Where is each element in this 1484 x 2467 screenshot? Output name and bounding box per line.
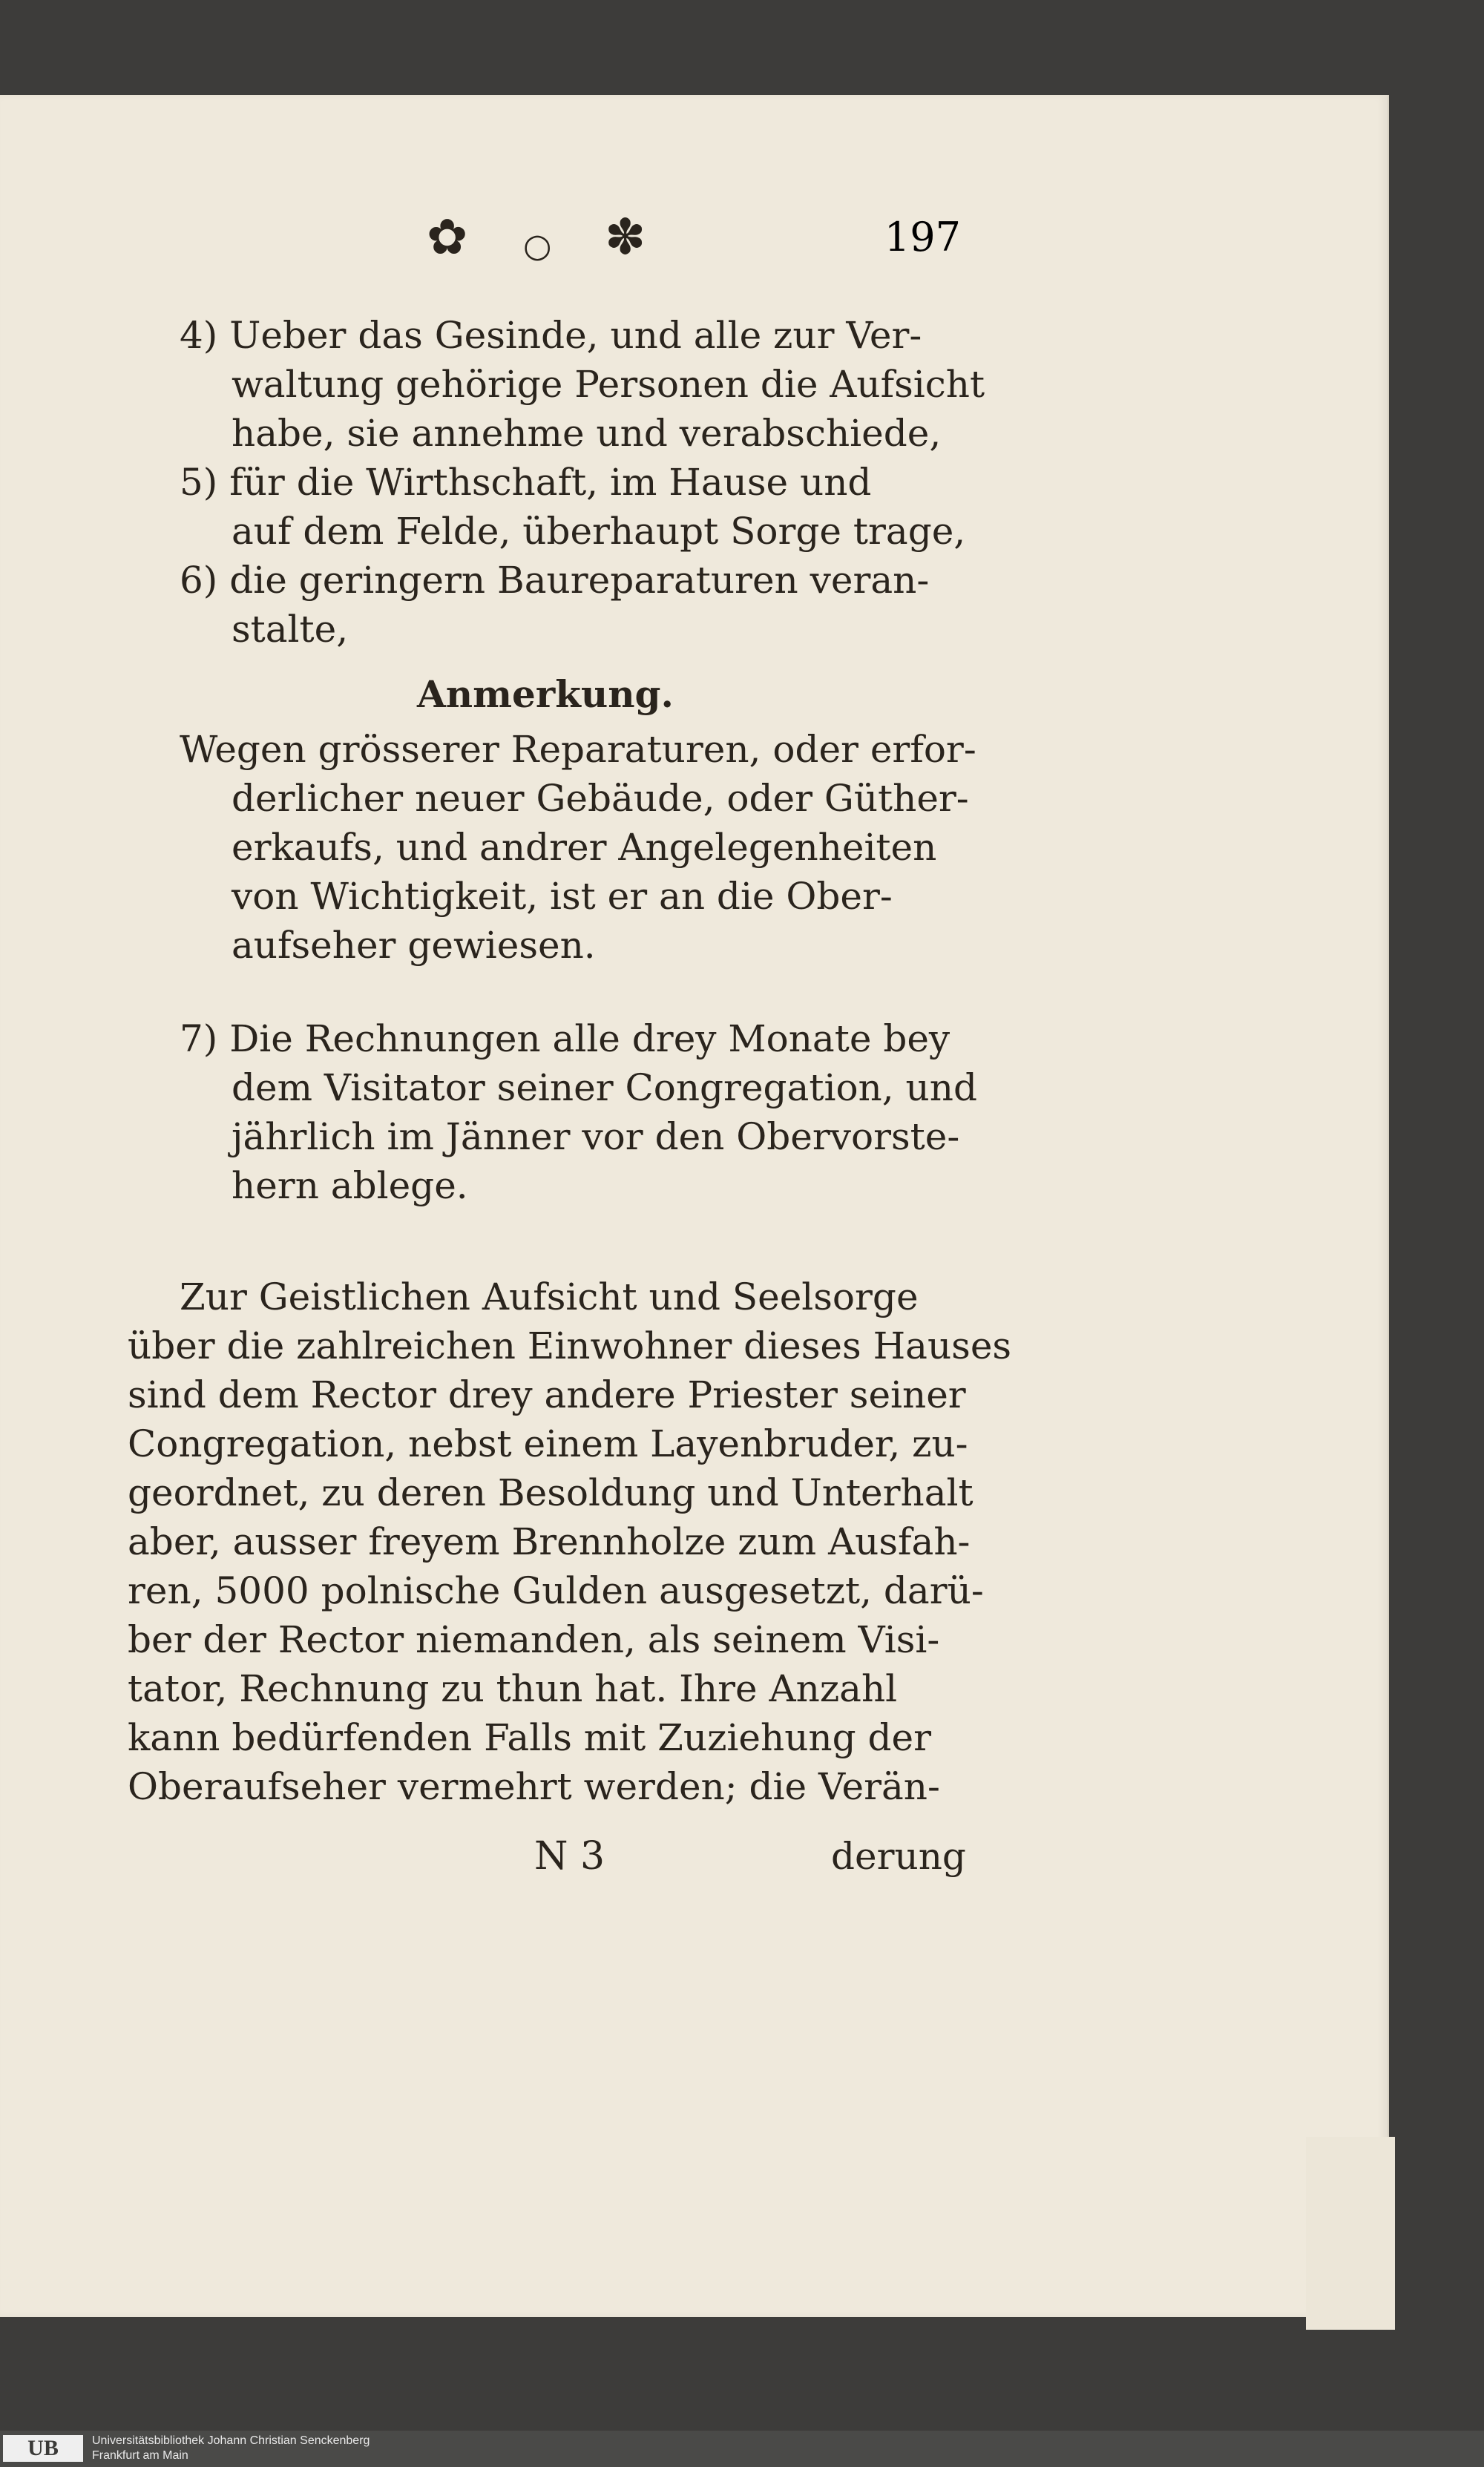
text-line: jährlich im Jänner vor den Obervorste- xyxy=(232,1115,960,1158)
text-line: Wegen grösserer Reparaturen, oder erfor- xyxy=(180,728,976,771)
text-line: kann bedürfenden Falls mit Zuziehung der xyxy=(128,1716,932,1759)
text-line: 5) für die Wirthschaft, im Hause und xyxy=(180,461,872,504)
text-line: Zur Geistlichen Aufsicht und Seelsorge xyxy=(180,1275,919,1318)
ornament-flower-icon: ✿ xyxy=(427,208,468,266)
text-line: über die zahlreichen Einwohner dieses Hauses xyxy=(128,1324,1012,1367)
text-line: aber, ausser freyem Brennholze zum Ausfah- xyxy=(128,1520,971,1563)
text-line: 7) Die Rechnungen alle drey Monate bey xyxy=(180,1017,951,1060)
ub-logo: UB xyxy=(3,2435,83,2462)
text-line: 4) Ueber das Gesinde, und alle zur Ver- xyxy=(180,314,922,357)
signature-mark: N 3 xyxy=(534,1834,605,1879)
text-line: stalte, xyxy=(232,608,349,651)
text-line: hern ablege. xyxy=(232,1164,468,1207)
text-line: ber der Rector niemanden, als seinem Visi- xyxy=(128,1618,940,1661)
text-line: sind dem Rector drey andere Priester seiner xyxy=(128,1373,966,1416)
text-line: geordnet, zu deren Besoldung und Unterhalt xyxy=(128,1471,974,1514)
catchword: derung xyxy=(831,1835,966,1878)
text-line: Oberaufseher vermehrt werden; die Verän- xyxy=(128,1765,940,1808)
text-line: ren, 5000 polnische Gulden ausgesetzt, darü- xyxy=(128,1569,984,1612)
text-line: Congregation, nebst einem Layenbruder, zu- xyxy=(128,1422,968,1465)
text-line: habe, sie annehme und verabschiede, xyxy=(232,412,942,455)
text-line: waltung gehörige Personen die Aufsicht xyxy=(232,363,985,406)
ornament-star-icon: ✽ xyxy=(605,208,646,266)
library-city: Frankfurt am Main xyxy=(92,2449,188,2462)
text-line: tator, Rechnung zu thun hat. Ihre Anzahl xyxy=(128,1667,898,1710)
library-name: Universitätsbibliothek Johann Christian Senckenberg xyxy=(92,2434,370,2447)
text-line: derlicher neuer Gebäude, oder Güther- xyxy=(232,777,969,820)
library-footer-bar xyxy=(0,2431,1484,2467)
page-header xyxy=(427,208,961,271)
text-line: 6) die geringern Baureparaturen veran- xyxy=(180,559,930,602)
text-line: auf dem Felde, überhaupt Sorge trage, xyxy=(232,510,966,553)
ornament-circle-icon: ○ xyxy=(523,227,552,265)
text-line: von Wichtigkeit, ist er an die Ober- xyxy=(232,875,893,918)
text-line: aufseher gewiesen. xyxy=(232,924,596,967)
text-line: erkaufs, und andrer Angelegenheiten xyxy=(232,826,937,869)
section-heading: Anmerkung. xyxy=(417,672,674,716)
page-number: 197 xyxy=(884,214,961,260)
text-line: dem Visitator seiner Congregation, und xyxy=(232,1066,977,1109)
torn-page-edge xyxy=(1306,2137,1395,2330)
